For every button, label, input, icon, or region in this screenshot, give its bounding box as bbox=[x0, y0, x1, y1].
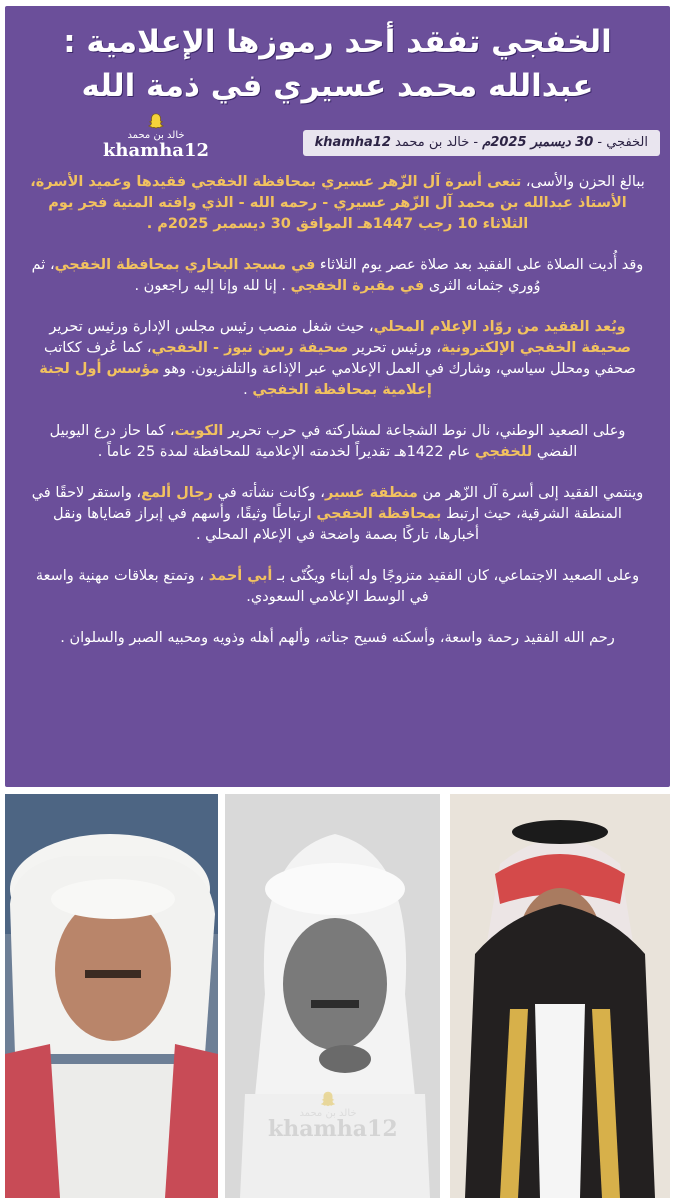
body-text: . bbox=[243, 382, 253, 398]
body-text: وعلى الصعيد الوطني، نال نوط الشجاعة لمشاركته في حرب تحرير bbox=[223, 423, 626, 439]
body-text: رحم الله الفقيد رحمة واسعة، وأسكنه فسيح جناته، وألهم أهله وذويه ومحبيه الصبر والسلوان . bbox=[60, 630, 615, 646]
article-body bbox=[29, 172, 646, 669]
body-text: وقد أُديت الصلاة على الفقيد بعد صلاة عصر يوم الثلاثاء bbox=[315, 257, 644, 273]
headline-line-2: عبدالله محمد عسيري في ذمة الله bbox=[81, 68, 594, 104]
highlighted-text: في مقبرة الخفجي bbox=[290, 278, 425, 294]
dateline-date: 30 ديسمبر 2025م bbox=[482, 135, 594, 150]
paragraph-origins bbox=[29, 483, 646, 546]
body-text: عام 1422هـ تقديراً لخدمته الإعلامية للمحافظة لمدة 25 عاماً . bbox=[97, 444, 475, 460]
highlighted-text: الكويت bbox=[174, 423, 224, 439]
paragraph-funeral bbox=[29, 255, 646, 297]
paragraph-career bbox=[29, 317, 646, 401]
highlighted-text: في مسجد البخاري بمحافظة الخفجي bbox=[54, 257, 316, 273]
body-text: ، كما حاز درع اليوبيل الفضي bbox=[49, 423, 578, 460]
body-text: ببالغ الحزن والأسى، bbox=[521, 174, 645, 190]
dateline-prefix: الخفجي - bbox=[593, 135, 648, 150]
body-text: ، كما عُرف ككاتب صحفي ومحلل سياسي، وشارك في العمل الإعلامي عبر الإذاعة والتلفزيون. وهو bbox=[44, 340, 636, 377]
headline bbox=[15, 20, 660, 108]
highlighted-text: تنعى أسرة آل الزّهر عسيري بمحافظة الخفجي فقيدها وعميد الأسرة، الأستاذ عبدالله بن محمد آل الزّهر عسيري - رحمه الله - الذي وافته المنية فجر يوم الثلاثاء 10 رجب 1447هـ الموافق 30 ديسمبر 2025م . bbox=[30, 174, 627, 232]
highlighted-text: ويُعد الفقيد من روّاد الإعلام المحلي bbox=[373, 319, 626, 335]
snapchat-ghost-icon bbox=[319, 1090, 337, 1108]
body-text: ، واستقر لاحقًا في المنطقة الشرقية، حيث ارتبط bbox=[31, 485, 622, 522]
body-text: ، حيث شغل منصب رئيس مجلس الإدارة ورئيس تحرير bbox=[49, 319, 374, 335]
highlighted-text: رجال ألمع bbox=[141, 485, 214, 501]
highlighted-text: صحيفة رسن نيوز - الخفجي bbox=[151, 340, 349, 356]
paragraph-prayer bbox=[29, 628, 646, 649]
dateline-handle: khamha12 bbox=[314, 135, 391, 150]
brand-latin-name: khamha12 bbox=[102, 140, 210, 161]
brand-arabic-name: خالد بن محمد bbox=[127, 130, 185, 141]
body-text: . إنا لله وإنا إليه راجعون . bbox=[134, 278, 291, 294]
snapchat-ghost-icon bbox=[147, 112, 165, 130]
paragraph-family bbox=[29, 566, 646, 608]
body-text: ارتباطًا وثيقًا، وأسهم في إبراز قضاياها ونقل أخبارها، تاركًا بصمة واضحة في الإعلام المحلي . bbox=[53, 506, 480, 543]
meta-row bbox=[15, 128, 660, 164]
highlighted-text: صحيفة الخفجي الإلكترونية bbox=[441, 340, 631, 356]
body-text: ، ورئيس تحرير bbox=[348, 340, 442, 356]
dateline-author: - خالد بن محمد bbox=[390, 135, 483, 150]
watermark-arabic: خالد بن محمد bbox=[299, 1108, 357, 1119]
news-card bbox=[5, 6, 670, 787]
highlighted-text: مؤسس أول لجنة إعلامية بمحافظة الخفجي bbox=[39, 361, 432, 398]
watermark bbox=[268, 1090, 398, 1142]
paragraph-honors bbox=[29, 421, 646, 463]
body-text: وينتمي الفقيد إلى أسرة آل الزّهر من bbox=[417, 485, 644, 501]
paragraph-announcement bbox=[29, 172, 646, 235]
brand-logo bbox=[101, 112, 211, 161]
highlighted-text: بمحافظة الخفجي bbox=[316, 506, 442, 522]
body-text: وعلى الصعيد الاجتماعي، كان الفقيد متزوجًا وله أبناء ويكُنّى بـ bbox=[272, 568, 640, 584]
highlighted-text: أبي أحمد bbox=[208, 568, 273, 584]
headline-line-1: الخفجي تفقد أحد رموزها الإعلامية : bbox=[63, 24, 612, 60]
highlighted-text: للخفجي bbox=[474, 444, 533, 460]
highlighted-text: منطقة عسير bbox=[324, 485, 418, 501]
portrait-photo-left bbox=[5, 794, 218, 1198]
dateline bbox=[303, 130, 660, 156]
body-text: ، وكانت نشأته في bbox=[213, 485, 325, 501]
body-text: ، ثم وُوري جثمانه الثرى bbox=[31, 257, 541, 294]
watermark-latin: khamha12 bbox=[268, 1116, 398, 1142]
body-text: ، وتمتع بعلاقات مهنية واسعة في الوسط الإعلامي السعودي. bbox=[35, 568, 429, 605]
portrait-photo-right bbox=[450, 794, 670, 1198]
